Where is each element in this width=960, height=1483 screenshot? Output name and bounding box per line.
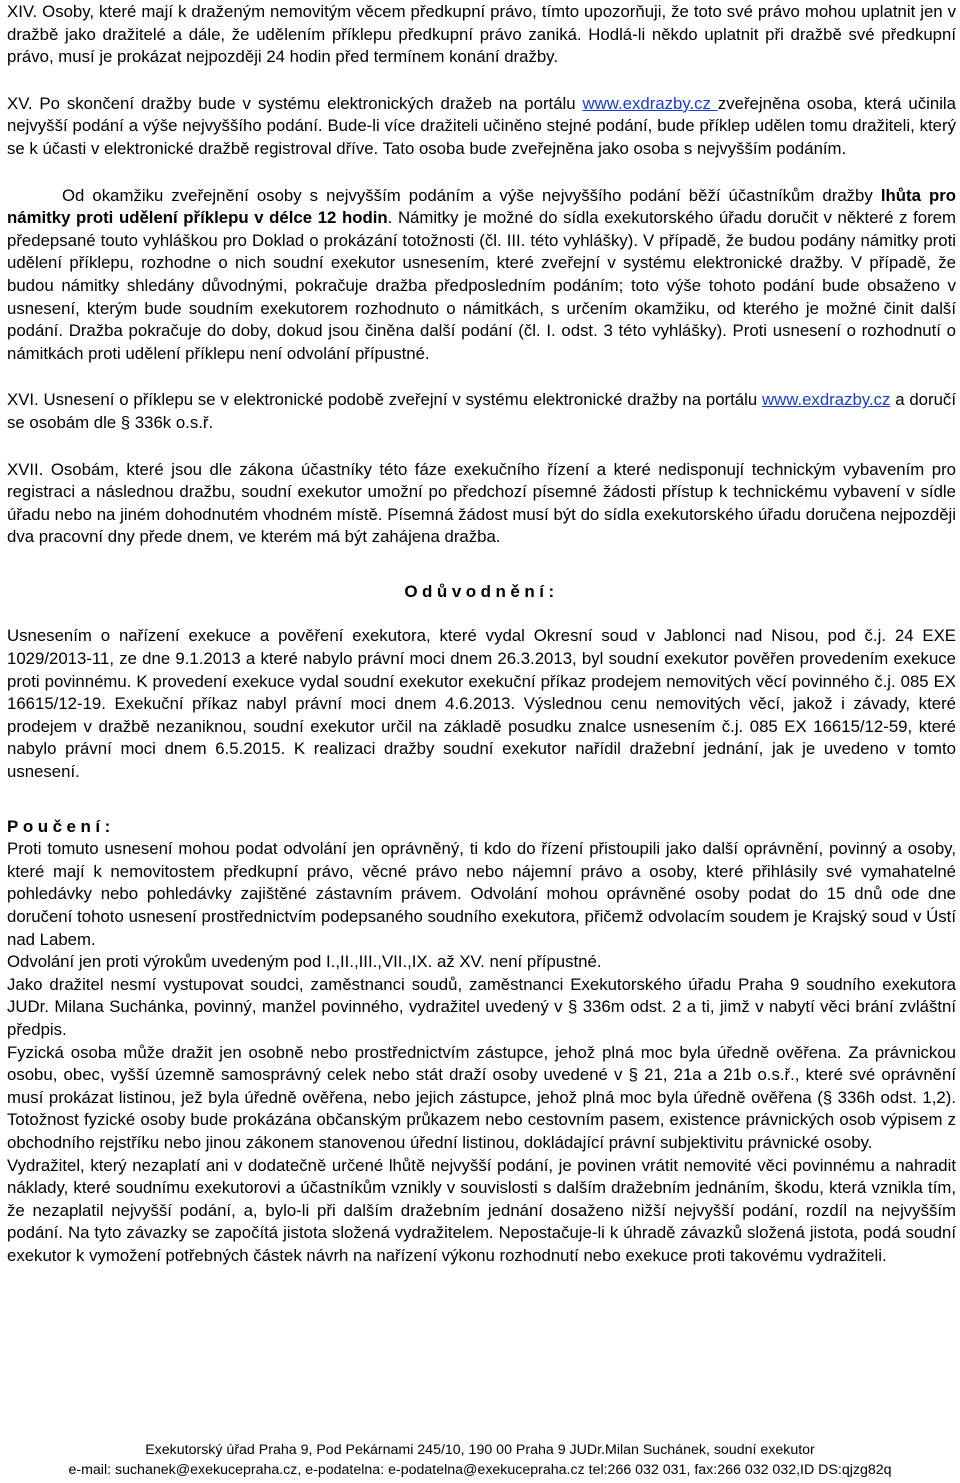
paragraph-xvi-lead: XVI. Usnesení o příklepu se v elektronické podobě zveřejní v systému elektronické dražby na portálu [7, 390, 762, 410]
footer-address: Exekutorský úřad Praha 9, Pod Pekárnami 245/10, 190 00 Praha 9 JUDr.Milan Suchánek, soudní exekutor [145, 1442, 815, 1458]
paragraph-xvi [7, 389, 956, 434]
footer-contacts: e-mail: suchanek@exekucepraha.cz, e-podatelna: e-podatelna@exekucepraha.cz tel:266 032 031, fax:266 032 032,ID DS:qjzg82q [68, 1462, 892, 1478]
pouceni-paragraph-2: Odvolání jen proti výrokům uvedeným pod I.,II.,III.,VII.,IX. až XV. není přípustné. [7, 952, 602, 972]
oduvodneni-text: Usnesením o nařízení exekuce a pověření exekutora, které vydal Okresní soud v Jablonci nad Nisou, pod č.j. 24 EXE 1029/2013-11, ze dne 9.1.2013 a které nabylo právní moci dnem 26.3.2013, byl soudní exekutor pověřen provedením exekuce proti povinnému. K provedení exekuce vydal soudní exekutor exekuční příkaz prodejem nemovitých věcí povinného č.j. 085 EX 16615/12-19. Exekuční příkaz nabyl právní moci dnem 4.6.2013. Výslednou cenu nemovitých věcí, jakož i závady, které prodejem v dražbě nezaniknou, soudní exekutor určil na základě posudku znalce usnesením č.j. 085 EX 16615/12-59, které nabylo právní moci dnem 6.5.2015. K realizaci dražby soudní exekutor nařídil dražební jednání, jak je uvedeno v tomto usnesení. [7, 626, 956, 782]
pouceni-paragraph-5: Vydražitel, který nezaplatí ani v dodatečně určené lhůtě nejvyšší podání, je povinen vrátit nemovité věci povinnému a nahradit náklady, které soudnímu exekutorovi a účastníkům vznikly v souvislosti s dalším dražebním jednáním, škodu, která vznikla tím, že nezaplatil nejvyšší podání, a, bylo-li při dalším dražebním jednání dosaženo nižší nejvyšší podání, rozdíl na nejvyšším podání. Na tyto závazky se započítá jistota složená vydražitelem. Nepostačuje-li k úhradě závazků složená jistota, podá soudní exekutor k vymožení potřebných částek návrh na nařízení výkonu rozhodnutí nebo exekuce proti takovému vydražiteli. [7, 1155, 956, 1265]
oduvodneni-heading-wrap [7, 581, 956, 604]
exdrazby-link[interactable]: www.exdrazby.cz [582, 93, 718, 113]
paragraph-xv-rest: zveřejněna osoba, která učinila nejvyšší podání a výše nejvyššího podání. Bude-li více dražiteli učiněno stejné podání, bude příklep udělen tomu dražiteli, který se k účasti v elektronické dražbě registroval dříve. Tato osoba bude zveřejněna jako osoba s nejvyšším podáním. [7, 93, 956, 158]
objections-rest: . Námitky je možné do sídla exekutorského úřadu doručit v některé z forem předepsané touto vyhláškou pro Doklad o prokázání totožnosti (čl. III. této vyhlášky). V případě, že budou podány námitky proti udělení příklepu, rozhodne o nich soudní exekutor usnesením, které zveřejní v systému elektronické dražby. V případě, že budou námitky shledány důvodnými, pokračuje dražba předposledním podáním; toto výše tohoto podání bude obsaženo v usnesení, kterým bude soudním exekutorem rozhodnuto o námitkách, s určením okamžiku, od kterého je možné činit další podání. Dražba pokračuje do doby, dokud jsou činěna další podání (čl. I. odst. 3 této vyhlášky). Proti usnesení o rozhodnutí o námitkách proti udělení příklepu není odvolání přípustné. [7, 208, 957, 363]
paragraph-xiv [7, 1, 956, 69]
paragraph-xiv-text: XIV. Osoby, které mají k draženým nemovitým věcem předkupní právo, tímto upozorňuji, že toto své právo mohou uplatnit jen v dražbě jako dražitelé a dále, že udělením příklepu předkupní právo zaniká. Hodlá-li někdo uplatnit při dražbě své předkupní právo, musí je prokázat nejpozději 24 hodin před termínem konání dražby. [7, 2, 956, 67]
paragraph-xvii-text: XVII. Osobám, které jsou dle zákona účastníky této fáze exekučního řízení a které nedisponují technickým vybavením pro registraci a následnou dražbu, soudní exekutor umožní po předchozí písemné žádosti přístup k technickému vybavení v sídle úřadu nebo na jiném dohodnutém vhodném místě. Písemná žádost musí být do sídla exekutorského úřadu doručena nejpozději dva pracovní dny přede dnem, ve kterém má být zahájena dražba. [7, 459, 956, 547]
pouceni-paragraph-3: Jako dražitel nesmí vystupovat soudci, zaměstnanci soudů, zaměstnanci Exekutorského úřadu Praha 9 soudního exekutora JUDr. Milana Suchánka, povinný, manžel povinného, vydražitel uvedený v § 336m odst. 2 a ti, jimž v nabytí věci brání zvláštní předpis. [7, 974, 956, 1039]
pouceni-paragraph-4: Fyzická osoba může dražit jen osobně nebo prostřednictvím zástupce, jehož plná moc byla úředně ověřena. Za právnickou osobu, obec, vyšší územně samosprávný celek nebo stát draží osoby uvedené v § 21, 21a a 21b o.s.ř., které své oprávnění musí prokázat listinou, jež byla úředně ověřena, nebo jejich zástupce, jehož plná moc byla úředně ověřena (§ 336h odst. 1,2). Totožnost fyzické osoby bude prokázána občanským průkazem nebo cestovním pasem, existence právnických osob výpisem z obchodního rejstříku nebo jinou zákonem stanovenou úřední listinou, dokládající právní subjektivitu právnické osoby. [7, 1042, 956, 1152]
exdrazby-link-2[interactable]: www.exdrazby.cz [762, 390, 891, 410]
pouceni-heading: Poučení: [7, 816, 115, 836]
paragraph-xvi-rest: a doručí se osobám dle § 336k o.s.ř. [7, 390, 956, 432]
oduvodneni-heading: Odůvodnění: [404, 581, 559, 601]
pouceni-heading-wrap [7, 816, 956, 839]
paragraph-xv [7, 93, 956, 161]
document-body [7, 0, 956, 1268]
paragraph-objections [7, 185, 956, 366]
paragraph-oduvodneni [7, 625, 956, 783]
paragraph-xv-lead: XV. Po skončení dražby bude v systému elektronických dražeb na portálu [7, 93, 583, 113]
objections-lead: Od okamžiku zveřejnění osoby s nejvyšším podáním a výše nejvyššího podání běží účastníkům dražby [62, 185, 881, 205]
paragraph-xvii [7, 459, 956, 549]
objections-deadline: lhůta pro námitky proti udělení příklepu v délce 12 hodin [7, 185, 956, 228]
pouceni-paragraph-1: Proti tomuto usnesení mohou podat odvolání jen oprávněný, ti kdo do řízení přistoupili jako další oprávnění, povinný a osoby, které mají k nemovitostem předkupní právo, věcné právo nebo nájemní právo a osoby, které přihlásily své vymahatelné pohledávky nebo pohledávky zajištěné zástavním právem. Odvolání mohou oprávněné osoby podat do 15 dnů ode dne doručení tohoto usnesení prostřednictvím podepsaného soudního exekutora, přičemž odvolacím soudem je Krajský soud v Ústí nad Labem. [7, 839, 956, 949]
